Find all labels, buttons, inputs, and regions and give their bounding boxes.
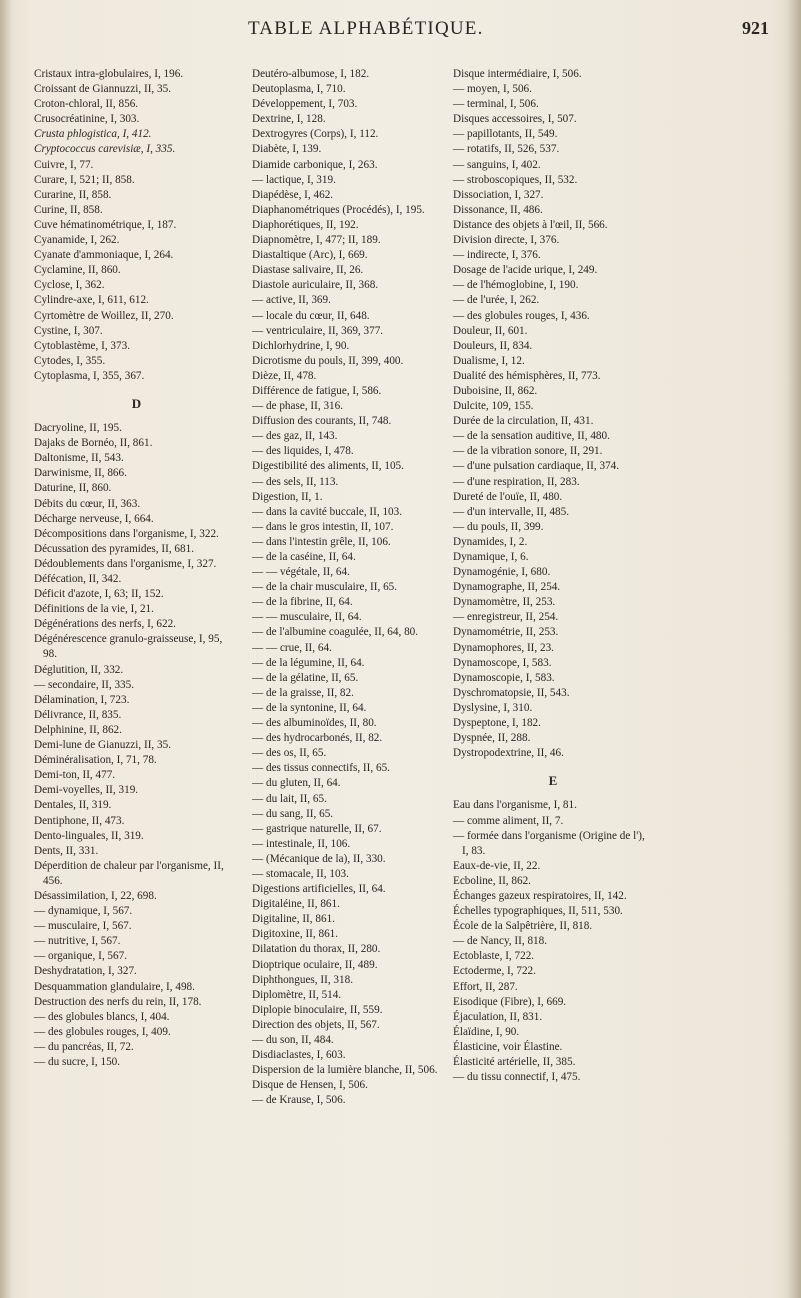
index-entry: — de la vibration sonore, II, 291.: [453, 445, 603, 458]
index-entry: Ectoblaste, I, 722.: [453, 950, 535, 963]
index-entry: Eisodique (Fibre), I, 669.: [453, 995, 567, 1008]
index-entry: Dextrogyres (Corps), I, 112.: [252, 128, 379, 141]
index-entry: Déminéralisation, I, 71, 78.: [34, 754, 157, 767]
page-title: TABLE ALPHABÉTIQUE.: [248, 18, 484, 39]
index-entry: Débits du cœur, II, 363.: [34, 497, 141, 510]
index-entry: Dissonance, II, 486.: [453, 203, 543, 216]
index-column-1: [34, 67, 239, 1070]
index-entry: — lactique, I, 319.: [252, 173, 336, 186]
index-entry: — de la légumine, II, 64.: [252, 656, 365, 669]
index-entry: Desquammation glandulaire, I, 498.: [34, 980, 195, 993]
index-entry: Élaïdine, I, 90.: [453, 1025, 520, 1038]
index-entry: Cytoplasma, I, 355, 367.: [34, 369, 145, 382]
index-entry: Cuivre, I, 77.: [34, 158, 94, 171]
index-entry: — sanguins, I, 402.: [453, 158, 541, 171]
section-letter-heading: D: [131, 395, 142, 411]
index-entry: — du son, II, 484.: [252, 1034, 334, 1046]
index-entry: Dissociation, I, 327.: [453, 188, 544, 201]
index-entry: — stomacale, II, 103.: [252, 867, 349, 880]
index-entry: Diplopie binoculaire, II, 559.: [252, 1003, 383, 1016]
index-entry: — ventriculaire, II, 369, 377.: [252, 324, 384, 337]
index-entry: Dioptrique oculaire, II, 489.: [252, 958, 378, 971]
index-entry: Échelles typographiques, II, 511, 530.: [453, 905, 623, 918]
index-entry: Dureté de l'ouïe, II, 480.: [453, 490, 563, 503]
index-entry: — de l'urée, I, 262.: [453, 294, 540, 307]
index-entry: — d'un intervalle, II, 485.: [453, 505, 570, 518]
index-entry: — de la sensation auditive, II, 480.: [453, 430, 610, 443]
index-entry: Demi-ton, II, 477.: [34, 769, 116, 782]
index-entry: — des sels, II, 113.: [252, 475, 339, 488]
index-entry: — (Mécanique de la), II, 330.: [252, 852, 386, 865]
index-entry: — du sucre, I, 150.: [34, 1056, 121, 1068]
index-entry: — de la syntonine, II, 64.: [252, 701, 367, 714]
index-entry: — active, II, 369.: [252, 294, 331, 307]
index-entry: Digitaline, II, 861.: [252, 913, 335, 926]
index-entry: Curare, I, 521; II, 858.: [34, 173, 135, 186]
page-edge-shadow: [787, 0, 801, 1298]
index-entry: Disdiaclastes, I, 603.: [252, 1049, 346, 1062]
index-entry: — terminal, I, 506.: [453, 98, 539, 111]
index-entry: Ecboline, II, 862.: [453, 874, 531, 887]
index-entry: Déficit d'azote, I, 63; II, 152.: [34, 588, 164, 601]
index-entry: Cristaux intra-globulaires, I, 196.: [34, 68, 184, 80]
index-entry: Disques accessoires, I, 507.: [453, 113, 577, 126]
index-entry: Dextrine, I, 128.: [252, 113, 326, 126]
index-entry: — d'une respiration, II, 283.: [453, 475, 580, 488]
index-entry: Division directe, I, 376.: [453, 234, 560, 247]
index-entry: Décharge nerveuse, I, 664.: [34, 512, 154, 525]
index-entry: Différence de fatigue, I, 586.: [252, 384, 382, 397]
index-entry: Dynamique, I, 6.: [453, 551, 529, 563]
index-entry: — comme aliment, II, 7.: [453, 814, 564, 827]
index-entry: — organique, I, 567.: [34, 950, 128, 963]
index-entry: — de phase, II, 316.: [252, 400, 344, 413]
index-entry: Digestion, II, 1.: [252, 490, 323, 503]
index-entry: Dyspnée, II, 288.: [453, 732, 531, 745]
index-entry: — des tissus connectifs, II, 65.: [252, 762, 390, 775]
index-entry: — de la caséine, II, 64.: [252, 551, 356, 563]
index-entry: Élasticité artérielle, II, 385.: [453, 1056, 576, 1068]
index-entry: Deshydratation, I, 327.: [34, 965, 137, 978]
index-entry: Cyanamide, I, 262.: [34, 234, 120, 247]
index-entry: Durée de la circulation, II, 431.: [453, 415, 594, 428]
index-entry: Dièze, II, 478.: [252, 369, 317, 382]
index-entry: — d'une pulsation cardiaque, II, 374.: [453, 460, 620, 473]
index-entry: — des os, II, 65.: [252, 747, 327, 760]
index-entry: — musculaire, I, 567.: [34, 920, 132, 933]
index-entry: Diaphanométriques (Procédés), I, 195.: [252, 203, 425, 216]
index-entry: Digitaléine, II, 861.: [252, 898, 340, 911]
index-entry: Diphthongues, II, 318.: [252, 973, 353, 986]
index-entry: Demi-lune de Gianuzzi, II, 35.: [34, 739, 171, 752]
index-entry: — — musculaire, II, 64.: [252, 611, 362, 624]
index-entry: Dicrotisme du pouls, II, 399, 400.: [252, 354, 404, 367]
index-entry: — papillotants, II, 549.: [453, 128, 558, 141]
index-entry: Dédoublements dans l'organisme, I, 327.: [34, 557, 217, 570]
index-entry: Diastole auriculaire, II, 368.: [252, 279, 379, 292]
index-entry: Dajaks de Bornéo, II, 861.: [34, 437, 153, 450]
page-gutter-shadow: [0, 0, 12, 1298]
index-entry: Darwinisme, II, 866.: [34, 467, 127, 480]
index-entry: Diaphorétiques, II, 192.: [252, 218, 359, 231]
index-entry: — enregistreur, II, 254.: [453, 611, 559, 624]
index-entry: — — crue, II, 64.: [252, 641, 332, 654]
index-entry: — de la chair musculaire, II, 65.: [252, 581, 398, 594]
index-entry: Cyanate d'ammoniaque, I, 264.: [34, 249, 174, 262]
index-entry: Dispersion de la lumière blanche, II, 506.: [252, 1064, 438, 1077]
page-number: 921: [742, 18, 769, 38]
index-entry: — de la fibrine, II, 64.: [252, 596, 353, 609]
index-entry: — moyen, I, 506.: [453, 83, 532, 96]
index-entry: Douleurs, II, 834.: [453, 339, 533, 352]
index-entry: Dacryoline, II, 195.: [34, 422, 122, 435]
index-entry: Cyclose, I, 362.: [34, 279, 105, 292]
index-entry: Demi-voyelles, II, 319.: [34, 784, 139, 797]
index-entry: Digestibilité des aliments, II, 105.: [252, 460, 404, 473]
index-entry: Dynamoscopie, I, 583.: [453, 671, 555, 684]
index-entry: — — végétale, II, 64.: [252, 566, 350, 579]
index-entry: Eaux-de-vie, II, 22.: [453, 859, 541, 872]
index-entry: — de l'albumine coagulée, II, 64, 80.: [252, 626, 419, 639]
index-entry: — des globules rouges, I, 436.: [453, 309, 590, 322]
index-entry: Dento-linguales, II, 319.: [34, 829, 144, 842]
index-entry: Délivrance, II, 835.: [34, 708, 122, 721]
index-entry: — dans l'intestin grêle, II, 106.: [252, 535, 391, 548]
index-entry: Dynamographe, II, 254.: [453, 581, 561, 594]
index-entry: Direction des objets, II, 567.: [252, 1018, 380, 1031]
index-entry: Diastase salivaire, II, 26.: [252, 264, 364, 277]
index-entry: Éjaculation, II, 831.: [453, 1010, 543, 1023]
index-entry: Cyrtomètre de Woillez, II, 270.: [34, 309, 174, 322]
index-entry: Curine, II, 858.: [34, 203, 103, 216]
index-entry: Dyspeptone, I, 182.: [453, 717, 541, 730]
index-entry: Daturine, II, 860.: [34, 482, 112, 495]
index-entry: Croissant de Giannuzzi, II, 35.: [34, 83, 172, 96]
index-entry: Diapnomètre, I, 477; II, 189.: [252, 234, 381, 247]
index-entry: Défécation, II, 342.: [34, 573, 122, 585]
index-entry: Dualité des hémisphères, II, 773.: [453, 369, 601, 382]
index-entry: Dynamomètre, II, 253.: [453, 596, 556, 609]
index-entry: — indirecte, I, 376.: [453, 249, 541, 262]
index-entry: — formée dans l'organisme (Origine de l'), I, 83.: [453, 829, 645, 857]
index-entry: Dilatation du thorax, II, 280.: [252, 943, 381, 956]
index-entry: Cytodes, I, 355.: [34, 354, 106, 367]
index-entry: Deutoplasma, I, 710.: [252, 83, 346, 96]
index-entry: — de Nancy, II, 818.: [453, 935, 548, 948]
index-entry: Disque de Hensen, I, 506.: [252, 1079, 368, 1092]
index-entry: Diastaltique (Arc), I, 669.: [252, 249, 368, 262]
index-entry: — du pancréas, II, 72.: [34, 1040, 134, 1053]
index-entry: — de l'hémoglobine, I, 190.: [453, 279, 579, 292]
index-entry: Définitions de la vie, I, 21.: [34, 603, 154, 616]
index-entry: Eau dans l'organisme, I, 81.: [453, 799, 577, 812]
index-entry: Disque intermédiaire, I, 506.: [453, 68, 582, 80]
running-header: [0, 14, 801, 44]
index-entry: Dualisme, I, 12.: [453, 354, 525, 367]
index-entry: — des liquides, I, 478.: [252, 445, 354, 458]
index-entry: Dégénérations des nerfs, I, 622.: [34, 618, 176, 631]
index-entry: Delphinine, II, 862.: [34, 723, 122, 736]
index-entry: Dosage de l'acide urique, I, 249.: [453, 264, 598, 277]
index-entry: Diapédèse, I, 462.: [252, 188, 334, 201]
index-entry: Désassimilation, I, 22, 698.: [34, 889, 157, 902]
index-entry: Dynamoscope, I, 583.: [453, 656, 552, 669]
index-entry: — locale du cœur, II, 648.: [252, 309, 370, 322]
index-entry: Cryptococcus carevisiæ, I, 335.: [34, 143, 176, 156]
index-entry: Dyslysine, I, 310.: [453, 701, 533, 714]
index-entry: Dynamogénie, I, 680.: [453, 566, 551, 579]
index-column-3: [453, 67, 653, 1085]
index-entry: Digestions artificielles, II, 64.: [252, 883, 386, 896]
index-entry: Diplomètre, II, 514.: [252, 988, 342, 1001]
index-entry: Deutéro-albumose, I, 182.: [252, 68, 370, 80]
index-entry: Digitoxine, II, 861.: [252, 928, 339, 941]
index-entry: Développement, I, 703.: [252, 98, 358, 111]
index-entry: Dents, II, 331.: [34, 844, 99, 857]
index-entry: Cystine, I, 307.: [34, 324, 103, 337]
index-entry: — des albuminoïdes, II, 80.: [252, 717, 377, 730]
index-entry: — du tissu connectif, I, 475.: [453, 1071, 581, 1084]
index-entry: — des gaz, II, 143.: [252, 430, 338, 443]
index-entry: Cuve hématinométrique, I, 187.: [34, 218, 177, 231]
index-entry: Dynamométrie, II, 253.: [453, 626, 559, 639]
index-entry: — des globules blancs, I, 404.: [34, 1010, 170, 1023]
index-entry: — de la graisse, II, 82.: [252, 686, 354, 699]
index-entry: Décussation des pyramides, II, 681.: [34, 542, 195, 555]
index-column-2: [252, 67, 440, 1108]
index-entry: Effort, II, 287.: [453, 980, 518, 993]
index-entry: — de la gélatine, II, 65.: [252, 671, 359, 684]
index-entry: — du lait, II, 65.: [252, 792, 327, 805]
index-entry: Dentales, II, 319.: [34, 799, 112, 812]
section-letter-heading: E: [548, 773, 558, 789]
index-entry: Dyschromatopsie, II, 543.: [453, 686, 570, 699]
index-entry: — nutritive, I, 567.: [34, 935, 121, 948]
index-entry: — gastrique naturelle, II, 67.: [252, 822, 382, 835]
index-entry: Cytoblastème, I, 373.: [34, 339, 131, 352]
index-entry: — du sang, II, 65.: [252, 807, 334, 820]
index-entry: — dans la cavité buccale, II, 103.: [252, 505, 403, 518]
index-entry: Crusocréatinine, I, 303.: [34, 113, 140, 126]
index-entry: Ectoderme, I, 722.: [453, 965, 536, 978]
index-entry: Cyclamine, II, 860.: [34, 264, 121, 277]
index-entry: — intestinale, II, 106.: [252, 837, 351, 850]
index-entry: Diamide carbonique, I, 263.: [252, 158, 378, 171]
index-entry: Cylindre-axe, I, 611, 612.: [34, 294, 149, 307]
index-entry: — stroboscopiques, II, 532.: [453, 173, 578, 186]
index-entry: Curarine, II, 858.: [34, 188, 112, 201]
index-entry: Décompositions dans l'organisme, I, 322.: [34, 527, 219, 540]
index-entry: — des hydrocarbonés, II, 82.: [252, 732, 383, 745]
index-entry: Distance des objets à l'œil, II, 566.: [453, 218, 608, 231]
index-entry: Délamination, I, 723.: [34, 693, 130, 706]
index-entry: Dynamophores, II, 23.: [453, 641, 554, 654]
index-entry: — du gluten, II, 64.: [252, 777, 341, 790]
index-entry: Destruction des nerfs du rein, II, 178.: [34, 995, 202, 1008]
index-entry: Déglutition, II, 332.: [34, 663, 124, 676]
index-entry: Diffusion des courants, II, 748.: [252, 415, 392, 428]
index-entry: Croton-chloral, II, 856.: [34, 98, 139, 111]
index-entry: Élasticine, voir Élastine.: [453, 1040, 563, 1053]
index-entry: Dulcite, 109, 155.: [453, 400, 534, 413]
index-entry: — de Krause, I, 506.: [252, 1094, 346, 1107]
index-entry: Douleur, II, 601.: [453, 324, 528, 337]
index-entry: Daltonisme, II, 543.: [34, 452, 124, 465]
index-entry: Dynamides, I, 2.: [453, 535, 528, 548]
index-entry: Échanges gazeux respiratoires, II, 142.: [453, 889, 627, 902]
index-entry: Dystropodextrine, II, 46.: [453, 747, 564, 760]
index-entry: Déperdition de chaleur par l'organisme, II, 456.: [34, 859, 224, 887]
index-entry: Diabète, I, 139.: [252, 143, 322, 156]
index-entry: — dynamique, I, 567.: [34, 905, 133, 918]
index-entry: Crusta phlogistica, I, 412.: [34, 128, 152, 141]
index-entry: Duboisine, II, 862.: [453, 384, 538, 397]
index-entry: École de la Salpêtrière, II, 818.: [453, 920, 593, 933]
index-entry: Dégénérescence granulo-graisseuse, I, 95, 98.: [34, 633, 223, 661]
index-entry: Dentiphone, II, 473.: [34, 814, 125, 827]
index-entry: — des globules rouges, I, 409.: [34, 1025, 171, 1038]
index-entry: — secondaire, II, 335.: [34, 678, 135, 691]
index-entry: — rotatifs, II, 526, 537.: [453, 143, 560, 156]
index-entry: Dichlorhydrine, I, 90.: [252, 339, 350, 352]
index-entry: — du pouls, II, 399.: [453, 520, 544, 533]
index-entry: — dans le gros intestin, II, 107.: [252, 520, 394, 533]
